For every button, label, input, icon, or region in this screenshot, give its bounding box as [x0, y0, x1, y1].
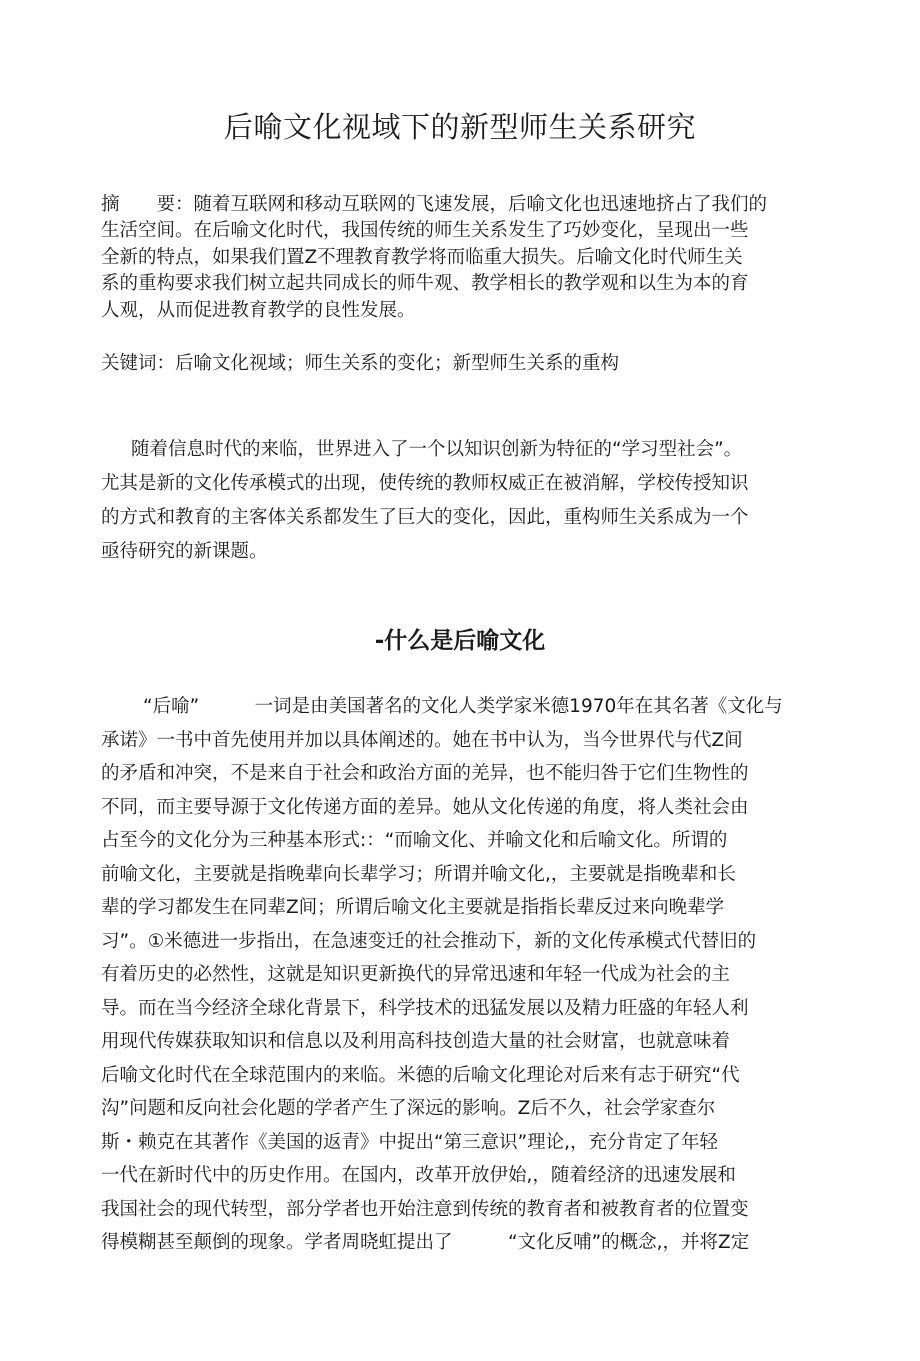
body-line: 一代在新时代中的历史作用。在国内，改革开放伊始,，随着经济的迅速发展和	[101, 1165, 736, 1186]
body-line: 前喻文化，主要就是指晚辈向长辈学习；所谓并喻文化,，主要就是指晚辈和长	[101, 864, 736, 885]
abstract-line: 人观，从而促进教育教学的良性发展。	[101, 300, 416, 321]
document-title: 后喻文化视域下的新型师生关系研究	[223, 110, 696, 145]
body-line: 我国社会的现代转型，部分学者也开始注意到传统的教育者和被教育者的位置变	[101, 1199, 749, 1220]
intro-line: 亟待研究的新课题。	[101, 541, 268, 562]
body-line: 得模糊甚至颠倒的现象。学者周晓虹提出了 “文化反哺”的概念,，并将Z定	[101, 1232, 750, 1253]
body-line: 后喻文化时代在全球范围内的来临。米德的后喻文化理论对后来有志于研究“代	[101, 1065, 740, 1086]
body-line: 不同，而主要导源于文化传递方面的差异。她从文化传递的角度，将人类社会由	[101, 797, 749, 818]
body-line: 导。而在当今经济全球化背景下，科学技术的迅猛发展以及精力旺盛的年轻人利	[101, 998, 749, 1019]
body-line: 承诺》一书中首先使用并加以具体阐述的。她在书中认为，当今世界代与代Z间	[101, 730, 743, 751]
abstract-line: 摘 要：随着互联网和移动互联网的飞速发展，后喻文化也迅速地挤占了我们的	[101, 194, 768, 215]
intro-line: 的方式和教育的主客体关系都发生了巨大的变化，因此，重构师生关系成为一个	[101, 507, 749, 528]
body-line: 占至今的文化分为三种基本形式:：“而喻文化、并喻文化和后喻文化。所谓的	[101, 830, 728, 851]
intro-line: 尤其是新的文化传承模式的出现，使传统的教师权威正在被消解，学校传授知识	[101, 473, 749, 494]
body-line: 沟”问题和反向社会化题的学者产生了深远的影响。Z后不久，社会学家查尔	[101, 1098, 716, 1119]
body-line: 习”。①米德进一步指出，在急速变迁的社会推动下，新的文化传承模式代替旧的	[101, 931, 757, 952]
intro-line: 随着信息时代的来临，世界进入了一个以知识创新为特征的“学习型社会”。	[131, 439, 743, 460]
body-line: 辈的学习都发生在同辈Z间；所谓后喻文化主要就是指指长辈反过来向晚辈学	[101, 897, 725, 918]
keywords: 关键词：后喻文化视域；师生关系的变化；新型师生关系的重构	[101, 353, 620, 374]
body-line: 用现代传媒获取知识和信息以及利用高科技创造大量的社会财富，也就意味着	[101, 1031, 731, 1052]
abstract-line: 系的重构要求我们树立起共同成长的师牛观、教学相长的教学观和以生为本的育	[101, 273, 749, 294]
body-line: 斯・赖克在其著作《美国的返青》中捉出“第三意识”理论,，充分肯定了年轻	[101, 1132, 719, 1153]
body-line: “后喻” 一词是由美国著名的文化人类学家米德1970年在其名著《文化与	[143, 696, 783, 717]
body-line: 有着历史的必然性，这就是知识更新换代的异常迅速和年轻一代成为社会的主	[101, 964, 731, 985]
body-line: 的矛盾和冲突，不是来自于社会和政治方面的羌异，也不能归咎于它们生物性的	[101, 763, 749, 784]
abstract-line: 生活空间。在后喻文化时代，我国传统的师生关系发生了巧妙变化，呈现出一些	[101, 220, 749, 241]
section-heading: -什么是后喻文化	[374, 628, 546, 655]
abstract-line: 全新的特点，如果我们置Z不理教育教学将而临重大损失。后喻文化时代师生关	[101, 247, 743, 268]
